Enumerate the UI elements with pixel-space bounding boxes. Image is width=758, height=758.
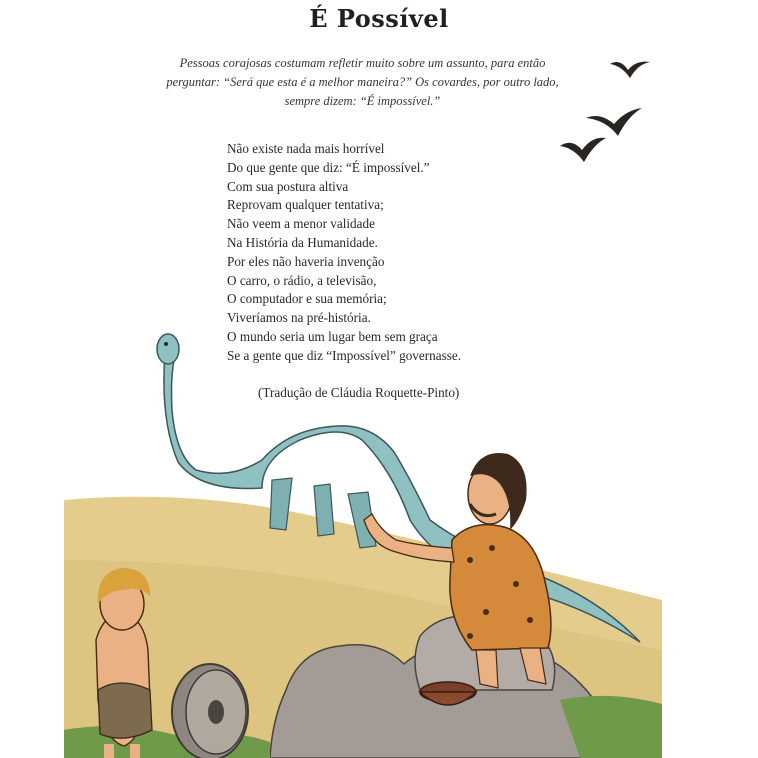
intro-line: perguntar: “Será que esta é a melhor maneira?” Os covardes, por outro lado, (166, 75, 559, 89)
child (96, 568, 152, 758)
translator-credit: (Tradução de Cláudia Roquette-Pinto) (258, 385, 460, 400)
birds (560, 62, 650, 162)
bird-icon (560, 138, 606, 162)
poem-line: O mundo seria um lugar bem sem graça (227, 328, 438, 344)
bird-icon (610, 62, 650, 78)
poem-line: O carro, o rádio, a televisão, (227, 272, 377, 288)
poem-line: Por eles não haveria invenção (227, 253, 385, 269)
poem-line: Viveríamos na pré-história. (227, 310, 371, 326)
poem-line: Com sua postura altiva (227, 178, 349, 194)
poem-line: Reprovam qualquer tentativa; (227, 197, 384, 213)
intro-line: sempre dizem: “É impossível.” (284, 94, 441, 108)
stone-wheel (172, 664, 248, 758)
page-title: É Possível (309, 4, 449, 33)
intro-line: Pessoas corajosas costumam refletir muito sobre um assunto, para então (179, 56, 546, 70)
poem-line: Se a gente que diz “Impossível” governasse. (227, 347, 462, 363)
poem-line: Não existe nada mais horrível (227, 141, 385, 156)
poem-line: Não veem a menor validade (227, 216, 375, 232)
poem-line: O computador e sua memória; (227, 291, 387, 307)
bird-icon (586, 108, 642, 136)
poem-line: Na História da Humanidade. (227, 234, 378, 250)
poem-line: Do que gente que diz: “É impossível.” (227, 159, 430, 175)
